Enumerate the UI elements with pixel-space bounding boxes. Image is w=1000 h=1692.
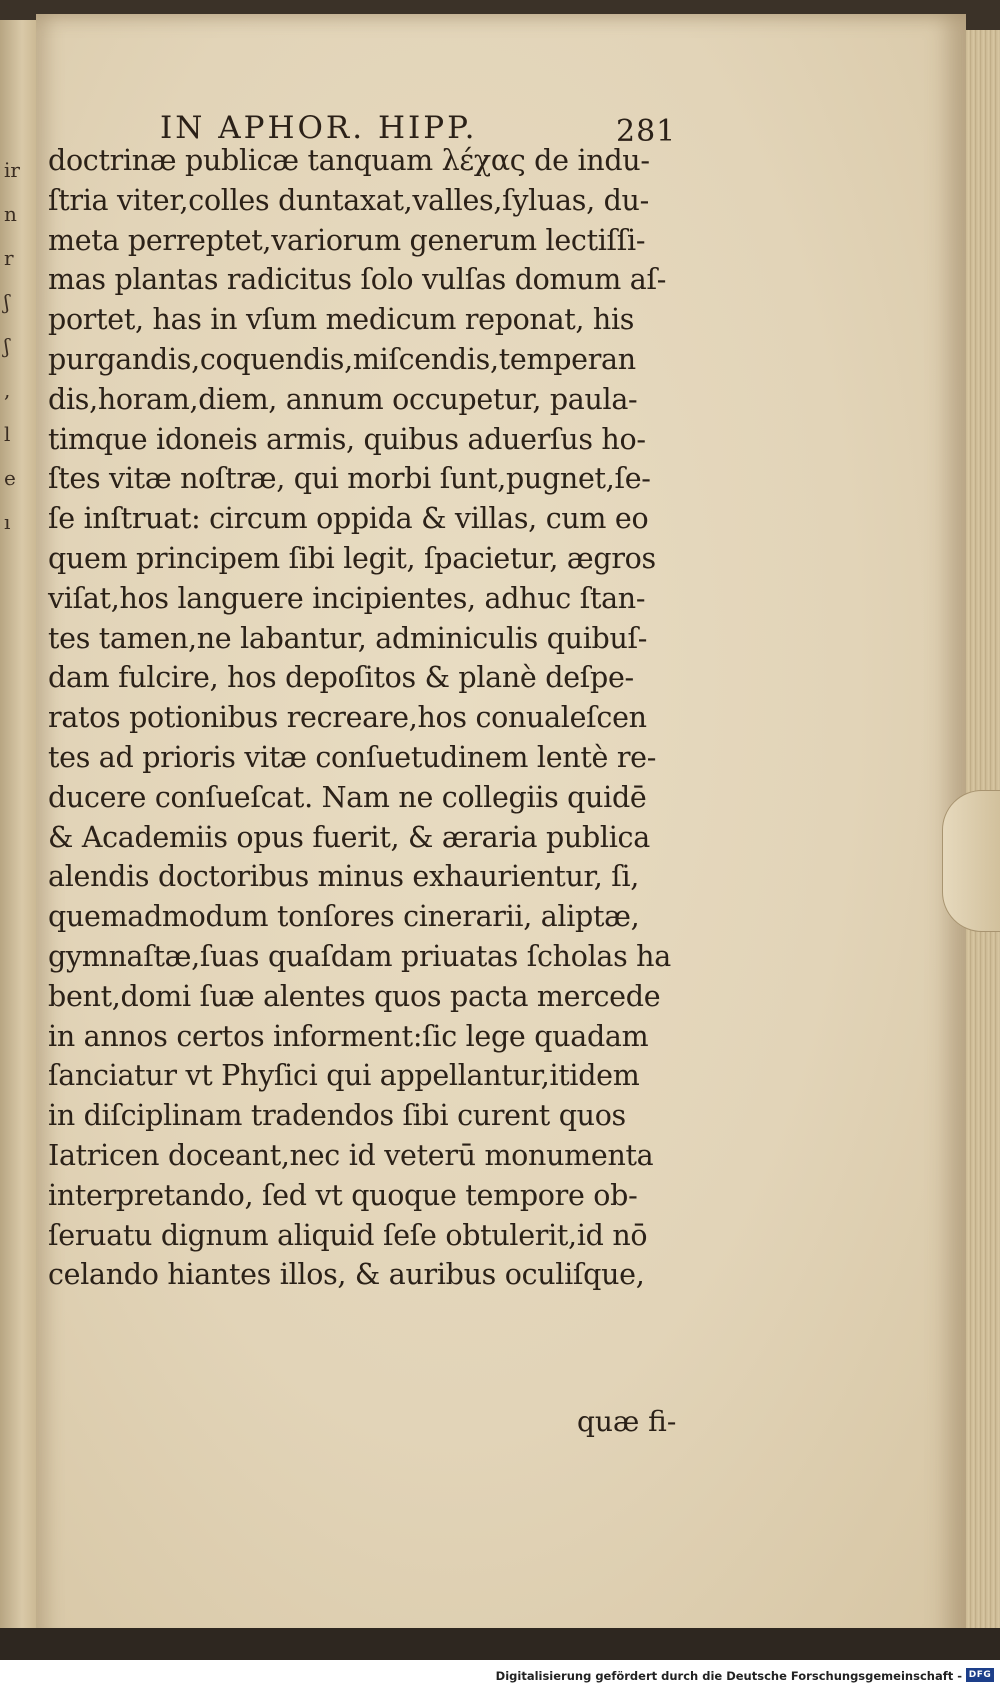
facing-page-edge xyxy=(0,20,41,1640)
text-line: tes ad prioris vitæ conſuetudinem lentè re- xyxy=(48,741,657,774)
text-line: ſtria viter,colles duntaxat,valles,ſyluas, du- xyxy=(48,183,649,217)
text-line: tes tamen,ne labantur, adminiculis quibuſ- xyxy=(48,621,648,655)
text-line: Iatricen doceant,nec id veterū monumenta xyxy=(48,1139,654,1172)
margin-mark: , xyxy=(4,378,11,402)
text-line: purgandis,coquendis,miſcendis,temperan xyxy=(48,343,636,376)
text-line: mas plantas radicitus ſolo vulſas domum aſ- xyxy=(48,263,667,297)
margin-mark: ʃ xyxy=(4,290,10,314)
text-line: dam fulcire, hos depoſitos & planè deſpe- xyxy=(48,661,634,695)
text-line: gymnaſtæ,ſuas quaſdam priuatas ſcholas ha xyxy=(48,940,671,973)
text-line: quem principem ſibi legit, ſpacietur, ægros xyxy=(48,542,656,575)
margin-mark: e xyxy=(4,466,16,490)
text-line: meta perreptet,variorum generum lectiſſi- xyxy=(48,223,646,257)
clasp-tab xyxy=(942,790,1000,932)
text-line: interpretando, ſed vt quoque tempore ob- xyxy=(48,1178,638,1212)
page-number: 281 xyxy=(616,114,677,149)
text-line: timque idoneis armis, quibus aduerſus ho- xyxy=(48,422,646,456)
margin-marks xyxy=(4,160,28,556)
text-line: quemadmodum tonſores cinerarii, aliptæ, xyxy=(48,900,640,934)
text-line: alendis doctoribus minus exhaurientur, ſi, xyxy=(48,860,640,894)
dfg-logo-icon: DFG xyxy=(966,1668,994,1682)
text-line: viſat,hos languere incipientes, adhuc ſtan- xyxy=(48,581,646,615)
text-line: bent,domi ſuæ alentes quos pacta mercede xyxy=(48,979,661,1013)
funding-credit: Digitalisierung gefördert durch die Deutsche Forschungsgemeinschaft - xyxy=(495,1669,962,1683)
text-line: ratos potionibus recreare,hos conualeſcen xyxy=(48,701,647,735)
catchword: quæ fi- xyxy=(577,1405,677,1438)
running-head: IN APHOR. HIPP. xyxy=(160,110,478,146)
text-line: in annos certos informent:ſic lege quadam xyxy=(48,1019,649,1053)
text-line: dis,horam,diem, annum occupetur, paula- xyxy=(48,382,638,416)
text-line: ſe inſtruat: circum oppida & villas, cum eo xyxy=(48,502,649,536)
margin-mark: l xyxy=(4,422,11,446)
text-line: ſanciatur vt Phyſici qui appellantur,itidem xyxy=(48,1059,640,1093)
footer-bar xyxy=(0,1662,1000,1692)
text-line: ſtes vitæ noſtræ, qui morbi ſunt,pugnet,ſe- xyxy=(48,462,651,496)
text-line: portet, has in vſum medicum reponat, his xyxy=(48,303,635,337)
margin-mark: ı xyxy=(4,510,11,534)
margin-mark: n xyxy=(4,202,17,226)
text-line: in diſciplinam tradendos ſibi curent quos xyxy=(48,1099,626,1133)
book-board-bottom xyxy=(0,1628,1000,1660)
margin-mark: r xyxy=(4,246,14,270)
text-line: celando hiantes illos, & auribus oculiſque, xyxy=(48,1258,645,1292)
text-line: ducere conſueſcat. Nam ne collegiis quidē xyxy=(48,780,647,814)
text-line: & Academiis opus fuerit, & æraria publica xyxy=(48,820,650,854)
text-line: ſeruatu dignum aliquid ſeſe obtulerit,id nō xyxy=(48,1218,648,1252)
margin-mark: ʃ xyxy=(4,334,10,358)
margin-mark: ir xyxy=(4,158,20,182)
text-line: doctrinæ publicæ tanquam λέχας de indu- xyxy=(48,144,650,177)
